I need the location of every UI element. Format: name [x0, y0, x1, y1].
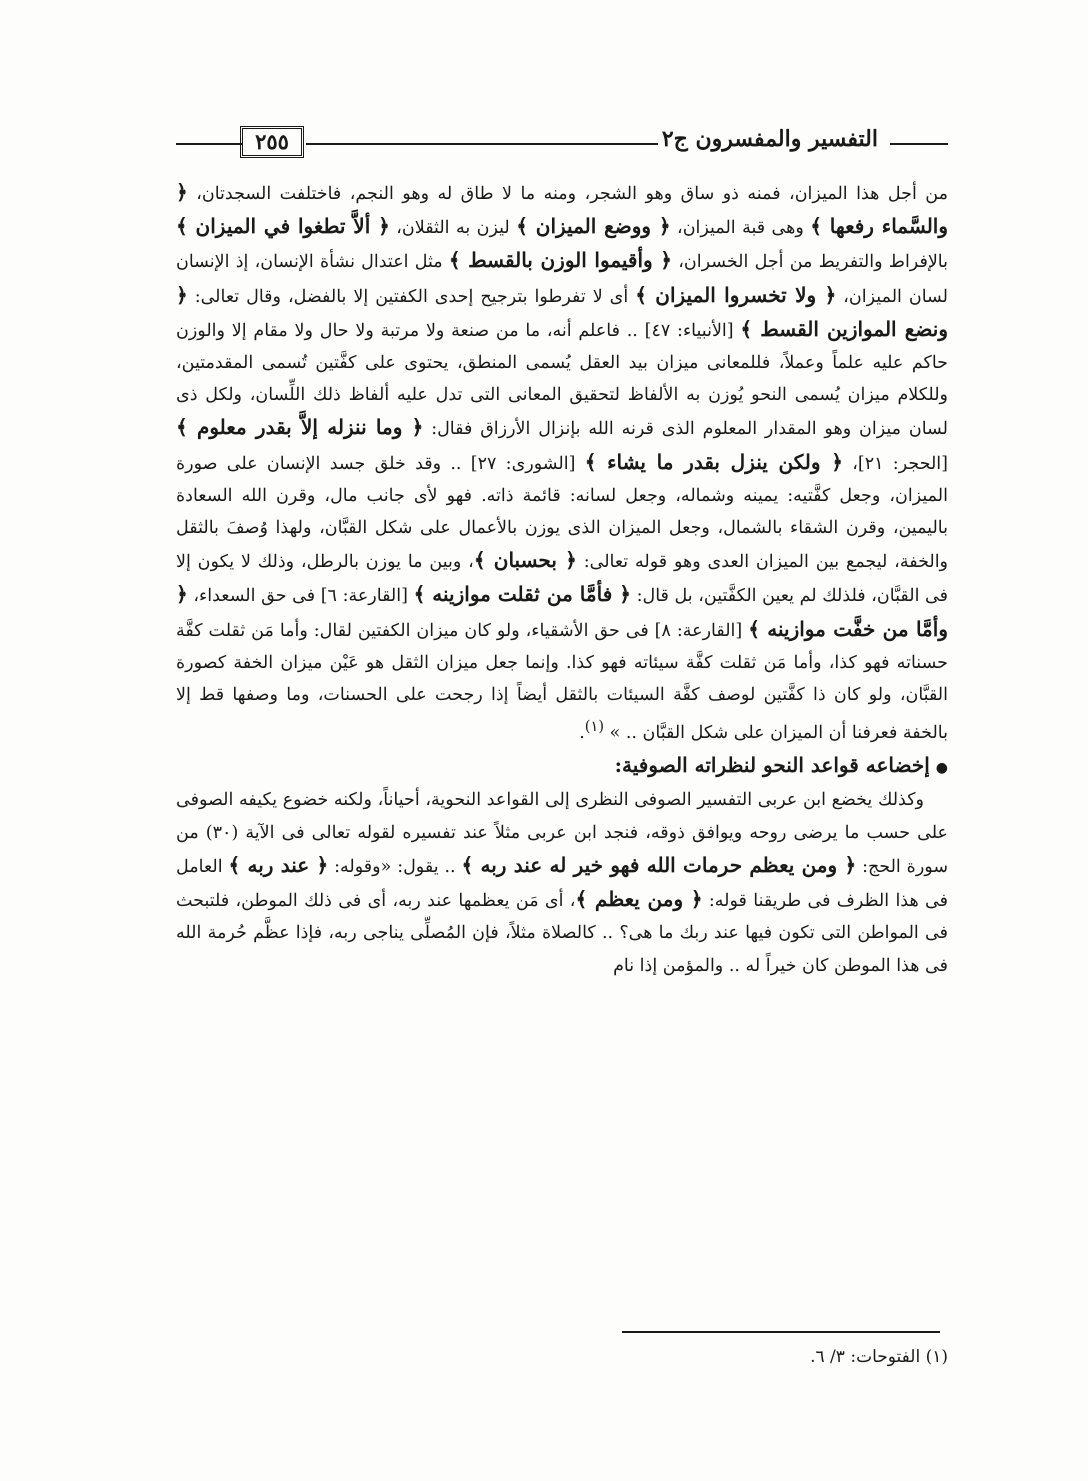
text-run: [الشورى: ٢٧] .. وقد خلق جسد الإنسان على صورة الميزان، وجعل كفَّتيه: يمينه وشماله، وجعل لسانه: قائمة ذاته. فهو لأى جانب مال، وقرن الله السعادة باليمين، وقرن الشقاء بالشمال، وجعل الميزان الذى يوزن بالأعمال على شكل القبَّان، ولهذا وُصفَ بالثقل والخفة، ليجمع بين الميزان العدى وهو قوله تعالى: — [176, 453, 949, 573]
quran-quote: ﴿ فأمَّا من ثقلت موازينه ﴾ — [413, 582, 631, 607]
quran-quote: ﴿ ألاَّ تطغوا في الميزان ﴾ — [176, 214, 390, 239]
body-text — [176, 176, 948, 982]
section-heading-text: إخضاعه قواعد النحو لنظراته الصوفية: — [614, 753, 930, 778]
quran-quote: ﴿ ونضع الموازين القسط ﴾ — [176, 282, 948, 341]
text-run: [القارعة: ٦] فى حق السعداء، — [187, 586, 414, 607]
quran-quote: ﴿ ومن يعظم حرمات الله فهو خير له عند ربه ﴾ — [461, 852, 857, 877]
quran-quote: ﴿ ووضع الميزان ﴾ — [516, 214, 671, 239]
quran-quote: ﴿ بحسبان ﴾ — [473, 548, 577, 573]
text-run: ، أى مَن يعظمها عند ربه، أى فى ذلك الموطن، فلتبحث فى المواطن التى تكون فيها عند ربك ما هى؟ .. كالصلاة مثلاً، فإن المُصلِّى يناجى ربه، فإذا عظَّم حُرمة الله فى هذا الموطن كان خيراً له .. والمؤمن إذا نام — [176, 891, 948, 976]
text-run: . — [579, 723, 585, 744]
quran-quote: ﴿ وأمَّا من خفَّت موازينه ﴾ — [176, 582, 948, 641]
text-run: أى لا تفرطوا بترجيح إحدى الكفتين إلا بالفضل، وقال تعالى: — [187, 286, 636, 307]
quran-quote: ﴿ ولا تخسروا الميزان ﴾ — [635, 282, 837, 307]
quran-quote: ﴿ والسَّماء رفعها ﴾ — [176, 180, 949, 239]
quran-quote: ﴿ وما ننزله إلاَّ بقدر معلوم ﴾ — [176, 415, 424, 440]
quran-quote: ﴿ عند ربه ﴾ — [228, 852, 329, 877]
text-run: وكذلك يخضع ابن عربى التفسير الصوفى النظرى إلى القواعد النحوية، أحياناً، ولكنه خضوع يكيفه الصوفى على حسب ما يرضى روحه ويوافق ذوقه، فنجد ابن عربى مثلاً عند تفسيره لقوله تعالى فى الآية (٣٠) من سورة الحج: — [176, 790, 948, 877]
page-header — [176, 124, 948, 164]
text-run: ، وبين ما يوزن بالرطل، وذلك لا يكون إلا فى القبَّان، فلذلك لم يعين الكفَّتين، بل قال: — [176, 552, 949, 607]
text-run: [الأنبياء: ٤٧] .. فاعلم أنه، ما من صنعة ولا مرتبة ولا حال ولا مقام إلا والوزن حاكم عليه علماً وعملاً، فللمعانى ميزان بيد العقل يُسمى المنطق، يحتوى على كفَّتين تُسمى المقدمتين، وللكلام ميزان يُسمى النحو يُوزن به الألفاظ لتحقيق المعانى التى تدل عليه ألفاظ ذلك اللِّسان، ولكل ذى لسان ميزان وهو المقدار المعلوم الذى قرنه الله بإنزال الأرزاق فقال: — [176, 320, 948, 440]
text-run: .. يقول: «وقوله: — [328, 856, 462, 877]
text-run: من أجل هذا الميزان، فمنه ذو ساق وهو الشجر، ومنه ما لا طاق له وهو النجم، فاختلفت السجدتان، — [187, 184, 948, 204]
footnote: (١) الفتوحات: ٣/ ٦. — [810, 1347, 948, 1367]
quran-quote: ﴿ ومن يعظم ﴾ — [575, 887, 703, 912]
header-rule-middle — [306, 143, 658, 145]
page-number: ٢٥٥ — [240, 126, 304, 158]
text-run: [القارعة: ٨] فى حق الأشقياء، ولو كان ميزان الكفتين لقال: وأما مَن ثقلت كفَّة حسناته فهو كذا، وأما مَن ثقلت كفَّة سيئاته فهو كذا. وإنما جعل ميزان الثقل هو عَيْن ميزان الخفة كصورة القبَّان، ولو كان ذا كفَّتين لوصف كفَّة السيئات بالثقل أيضاً إذا رجحت على الحسنات، وما وصفها قط إلا بالخفة فعرفنا أن الميزان على شكل القبَّان .. » — [176, 620, 948, 744]
paragraph-1 — [176, 176, 948, 749]
footnote-reference: (١) — [584, 718, 604, 736]
quran-quote: ﴿ وأقيموا الوزن بالقسط ﴾ — [448, 248, 673, 273]
header-rule-right — [890, 143, 948, 145]
paragraph-2 — [176, 784, 948, 981]
text-run: مثل اعتدال نشأة الإنسان، إذ الإنسان لسان الميزان، — [176, 252, 948, 307]
quran-quote: ﴿ ولكن ينزل بقدر ما يشاء ﴾ — [584, 449, 843, 474]
header-rule-left — [176, 143, 242, 145]
footnote-rule — [622, 1331, 940, 1333]
text-run: بالإفراط والتفريط من أجل الخسران، — [672, 252, 949, 273]
bullet-icon: ● — [935, 760, 948, 777]
running-title: التفسير والمفسرون ج٢ — [661, 126, 878, 152]
text-run: العامل فى هذا الظرف فى طريقنا قوله: — [176, 856, 948, 912]
text-run: [الحجر: ٢١]، — [842, 453, 948, 474]
text-run: ليزن به الثقلان، — [389, 218, 517, 239]
section-heading — [176, 749, 948, 784]
text-run: وهى قبة الميزان، — [670, 218, 811, 239]
